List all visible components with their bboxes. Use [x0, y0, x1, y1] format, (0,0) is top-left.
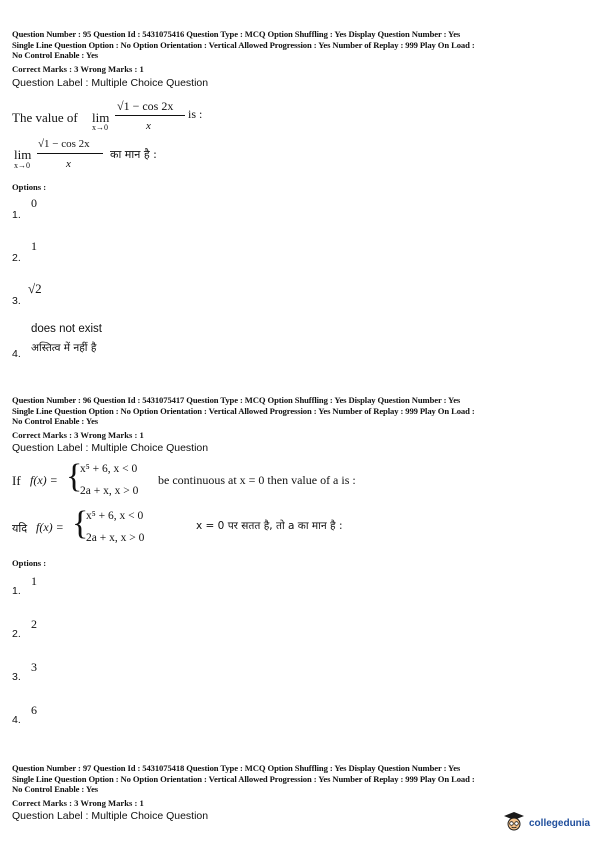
meta-line: No Control Enable : Yes [12, 784, 99, 794]
question-label: Question Label : Multiple Choice Question [12, 442, 209, 454]
marks-info: Correct Marks : 3 Wrong Marks : 1 [12, 430, 144, 440]
fraction-denominator-hi: x [66, 158, 71, 170]
graduate-mascot-icon [503, 810, 525, 837]
option-value[interactable]: √2 [28, 281, 42, 296]
option-number: 2. [12, 252, 21, 264]
option-number: 3. [12, 295, 21, 307]
option-number: 4. [12, 714, 21, 726]
left-brace: { [66, 458, 83, 495]
fraction-denominator: x [146, 120, 151, 132]
meta-line: No Control Enable : Yes [12, 50, 99, 60]
left-brace-hi: { [72, 505, 89, 542]
meta-line: No Control Enable : Yes [12, 416, 99, 426]
meta-line: Single Line Question Option : No Option Orientation : Vertical Allowed Progression : Yes Number of Replay : 999 Play On Load : [12, 405, 475, 416]
question-text-en-suffix: be continuous at x = 0 then value of a is : [158, 473, 356, 487]
question-label: Question Label : Multiple Choice Question [12, 810, 209, 822]
fraction-bar-hi [37, 153, 103, 154]
question-97-meta [12, 763, 592, 795]
marks-info: Correct Marks : 3 Wrong Marks : 1 [12, 798, 144, 808]
meta-line: Question Number : 97 Question Id : 5431075418 Question Type : MCQ Option Shuffling : Yes Display Question Number : Yes [12, 763, 461, 773]
fraction-numerator-hi: √1 − cos 2x [38, 138, 90, 150]
option-number: 1. [12, 209, 21, 221]
piecewise-case-2-hi: 2a + x, x > 0 [86, 532, 145, 544]
question-96-meta [12, 395, 592, 427]
function-definition-hi: f(x) = [36, 520, 64, 534]
option-value[interactable]: 2 [31, 617, 37, 631]
question-text-hi-suffix: x = 0 पर सतत है, तो a का मान है : [196, 520, 343, 532]
meta-line: Question Number : 95 Question Id : 5431075416 Question Type : MCQ Option Shuffling : Yes Display Question Number : Yes [12, 29, 461, 39]
meta-line: Single Line Question Option : No Option Orientation : Vertical Allowed Progression : Yes Number of Replay : 999 Play On Load : [12, 773, 475, 784]
option-value[interactable]: 1 [31, 574, 37, 588]
piecewise-case-2: 2a + x, x > 0 [80, 485, 139, 497]
question-text-hi-suffix: का मान है : [110, 148, 157, 161]
option-number: 2. [12, 628, 21, 640]
limit-operator-hi: lim [14, 147, 32, 162]
collegedunia-logo [503, 810, 590, 837]
piecewise-case-1: x⁵ + 6, x < 0 [80, 463, 138, 475]
option-value-hi[interactable]: अस्तित्व में नहीं है [31, 342, 97, 354]
option-number: 4. [12, 348, 21, 360]
question-text-en-suffix: is : [188, 107, 203, 121]
question-label: Question Label : Multiple Choice Question [12, 77, 209, 89]
question-text-hi-prefix: यदि [12, 522, 28, 535]
option-value[interactable]: 3 [31, 660, 37, 674]
option-number: 1. [12, 585, 21, 597]
piecewise-case-1-hi: x⁵ + 6, x < 0 [86, 510, 144, 522]
fraction-numerator: √1 − cos 2x [117, 99, 174, 113]
logo-text: collegedunia [529, 818, 591, 829]
question-text-en-prefix: The value of [12, 110, 78, 125]
meta-line: Question Number : 96 Question Id : 5431075417 Question Type : MCQ Option Shuffling : Yes Display Question Number : Yes [12, 395, 461, 405]
function-definition: f(x) = [30, 473, 58, 487]
question-text-en-prefix: If [12, 473, 21, 488]
option-number: 3. [12, 671, 21, 683]
options-heading: Options : [12, 182, 47, 192]
limit-subscript-hi: x→0 [14, 161, 30, 170]
option-value[interactable]: 6 [31, 703, 37, 717]
meta-line: Single Line Question Option : No Option Orientation : Vertical Allowed Progression : Yes Number of Replay : 999 Play On Load : [12, 39, 475, 50]
question-95-meta [12, 29, 592, 61]
marks-info: Correct Marks : 3 Wrong Marks : 1 [12, 64, 144, 74]
limit-subscript: x→0 [92, 123, 108, 132]
option-value[interactable]: 1 [31, 239, 37, 253]
options-heading: Options : [12, 558, 47, 568]
limit-operator: lim [92, 110, 110, 125]
option-value[interactable]: does not exist [31, 323, 102, 335]
fraction-bar [115, 115, 185, 116]
option-value[interactable]: 0 [31, 196, 37, 210]
